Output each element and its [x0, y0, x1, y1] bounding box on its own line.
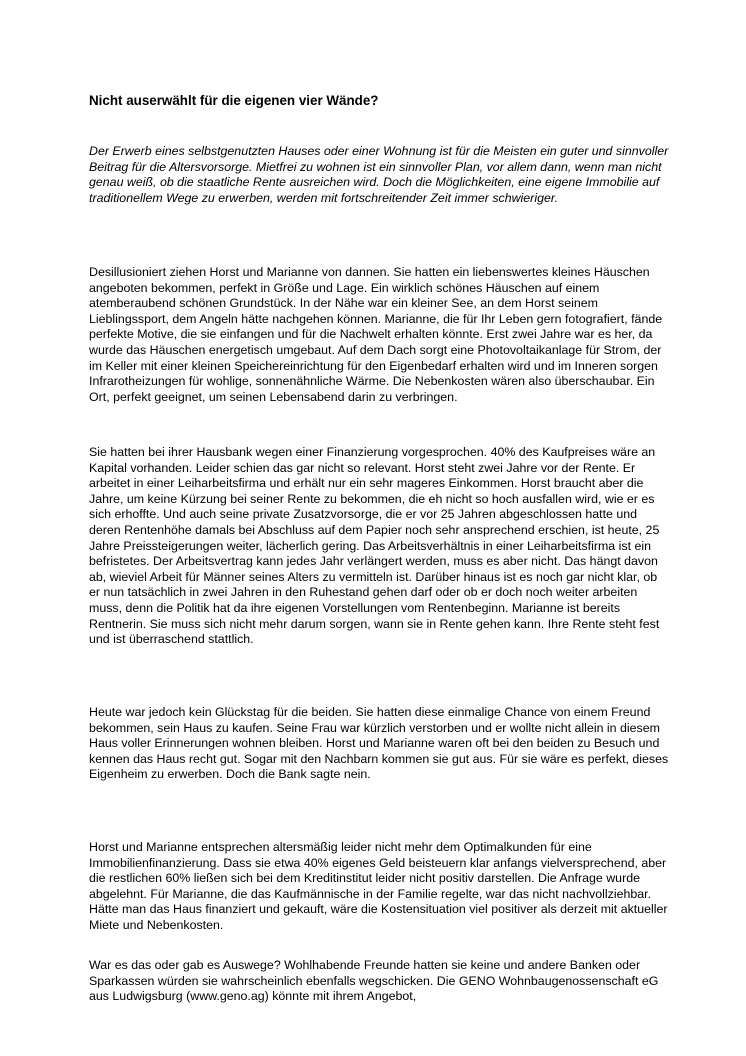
document-title: Nicht auserwählt für die eigenen vier Wände? [89, 93, 379, 108]
intro-paragraph: Der Erwerb eines selbstgenutzten Hauses oder einer Wohnung ist für die Meisten ein guter und sinnvoller Beitrag für die Altersvorsorge. Mietfrei zu wohnen ist ein sinnvoller Plan, vor allem dann, wenn man nicht genau weiß, ob die staatliche Rente ausreichen wird. Doch die Möglichkeiten, eine eigene Immobilie auf traditionellem Wege zu erwerben, werden mit fortschreitender Zeit immer schwieriger. [89, 144, 669, 205]
body-paragraph: Horst und Marianne entsprechen altersmäßig leider nicht mehr dem Optimalkunden für eine Immobilienfinanzierung. Dass sie etwa 40% eigenes Geld beisteuern klar anfangs vielversprechend, aber die restlichen 60% ließen sich bei dem Kreditinstitut leider nicht positiv darstellen. Die Anfrage wurde abgelehnt. Für Marianne, die das Kaufmännische in der Familie regelte, war das nicht nachvollziehbar. Hätte man das Haus finanziert und gekauft, wäre die Kostensituation viel positiver als derzeit mit aktueller Miete und Nebenkosten. [89, 840, 668, 932]
body-paragraph: War es das oder gab es Auswege? Wohlhabende Freunde hatten sie keine und andere Banken oder Sparkassen würden sie wahrscheinlich ebenfalls wegschicken. Die GENO Wohnbaugenossenschaft eG aus Ludwigsburg (www.geno.ag) könnte mit ihrem Angebot, [89, 958, 659, 1004]
body-paragraph: Desillusioniert ziehen Horst und Marianne von dannen. Sie hatten ein liebenswertes kleines Häuschen angeboten bekommen, perfekt in Größe und Lage. Ein wirklich schönes Häuschen auf einem atemberaubend schönen Grundstück. In der Nähe war ein kleiner See, an dem Horst seinem Lieblingssport, dem Angeln hätte nachgehen können. Marianne, die für Ihr Leben gern fotografiert, fände perfekte Motive, die sie einfangen und für die Nachwelt erhalten könnte. Erst zwei Jahre war es her, da wurde das Häuschen energetisch umgebaut. Auf dem Dach sorgt eine Photovoltaikanlage für Strom, der im Keller mit einer kleinen Speichereinrichtung für den Eigenbedarf erhalten wird und im Inneren sorgen Infrarotheizungen für wohlige, sonnenähnliche Wärme. Die Nebenkosten wären also überschaubar. Ein Ort, perfekt geeignet, um seinen Lebensabend darin zu verbringen. [89, 265, 663, 404]
body-paragraph: Sie hatten bei ihrer Hausbank wegen einer Finanzierung vorgesprochen. 40% des Kaufpreises wäre an Kapital vorhanden. Leider schien das gar nicht so relevant. Horst steht zwei Jahre vor der Rente. Er arbeitet in einer Leiharbeitsfirma und erhält nur ein sehr mageres Einkommen. Horst braucht aber die Jahre, um keine Kürzung bei seiner Rente zu bekommen, die eh nicht so hoch ausfallen wird, wie er es sich erhoffte. Und auch seine private Zusatzvorsorge, die er vor 25 Jahren abgeschlossen hatte und deren Rentenhöhe damals bei Abschluss auf dem Papier noch sehr ansprechend erschien, ist heute, 25 Jahre Preissteigerungen weiter, lächerlich gering. Das Arbeitsverhältnis in einer Leiharbeitsfirma ist ein befristetes. Der Arbeitsvertrag kann jedes Jahr verlängert werden, muss es aber nicht. Das hängt davon ab, wieviel Arbeit für Männer seines Alters zu vermitteln ist. Darüber hinaus ist es noch gar nicht klar, ob er nun tatsächlich in zwei Jahren in den Ruhestand gehen darf oder ob er doch noch weiter arbeiten muss, denn die Politik hat da ihre eigenen Vorstellungen vom Rentenbeginn. Marianne ist bereits Rentnerin. Sie muss sich nicht mehr darum sorgen, wann sie in Rente gehen kann. Ihre Rente steht fest und ist überraschend stattlich. [89, 445, 660, 647]
body-paragraph: Heute war jedoch kein Glückstag für die beiden. Sie hatten diese einmalige Chance von einem Freund bekommen, sein Haus zu kaufen. Seine Frau war kürzlich verstorben und er wollte nicht allein in diesem Haus voller Erinnerungen wohnen bleiben. Horst und Marianne waren oft bei den beiden zu Besuch und kennen das Haus recht gut. Sogar mit den Nachbarn kommen sie gut aus. Für sie wäre es perfekt, dieses Eigenheim zu erwerben. Doch die Bank sagte nein. [89, 705, 669, 782]
